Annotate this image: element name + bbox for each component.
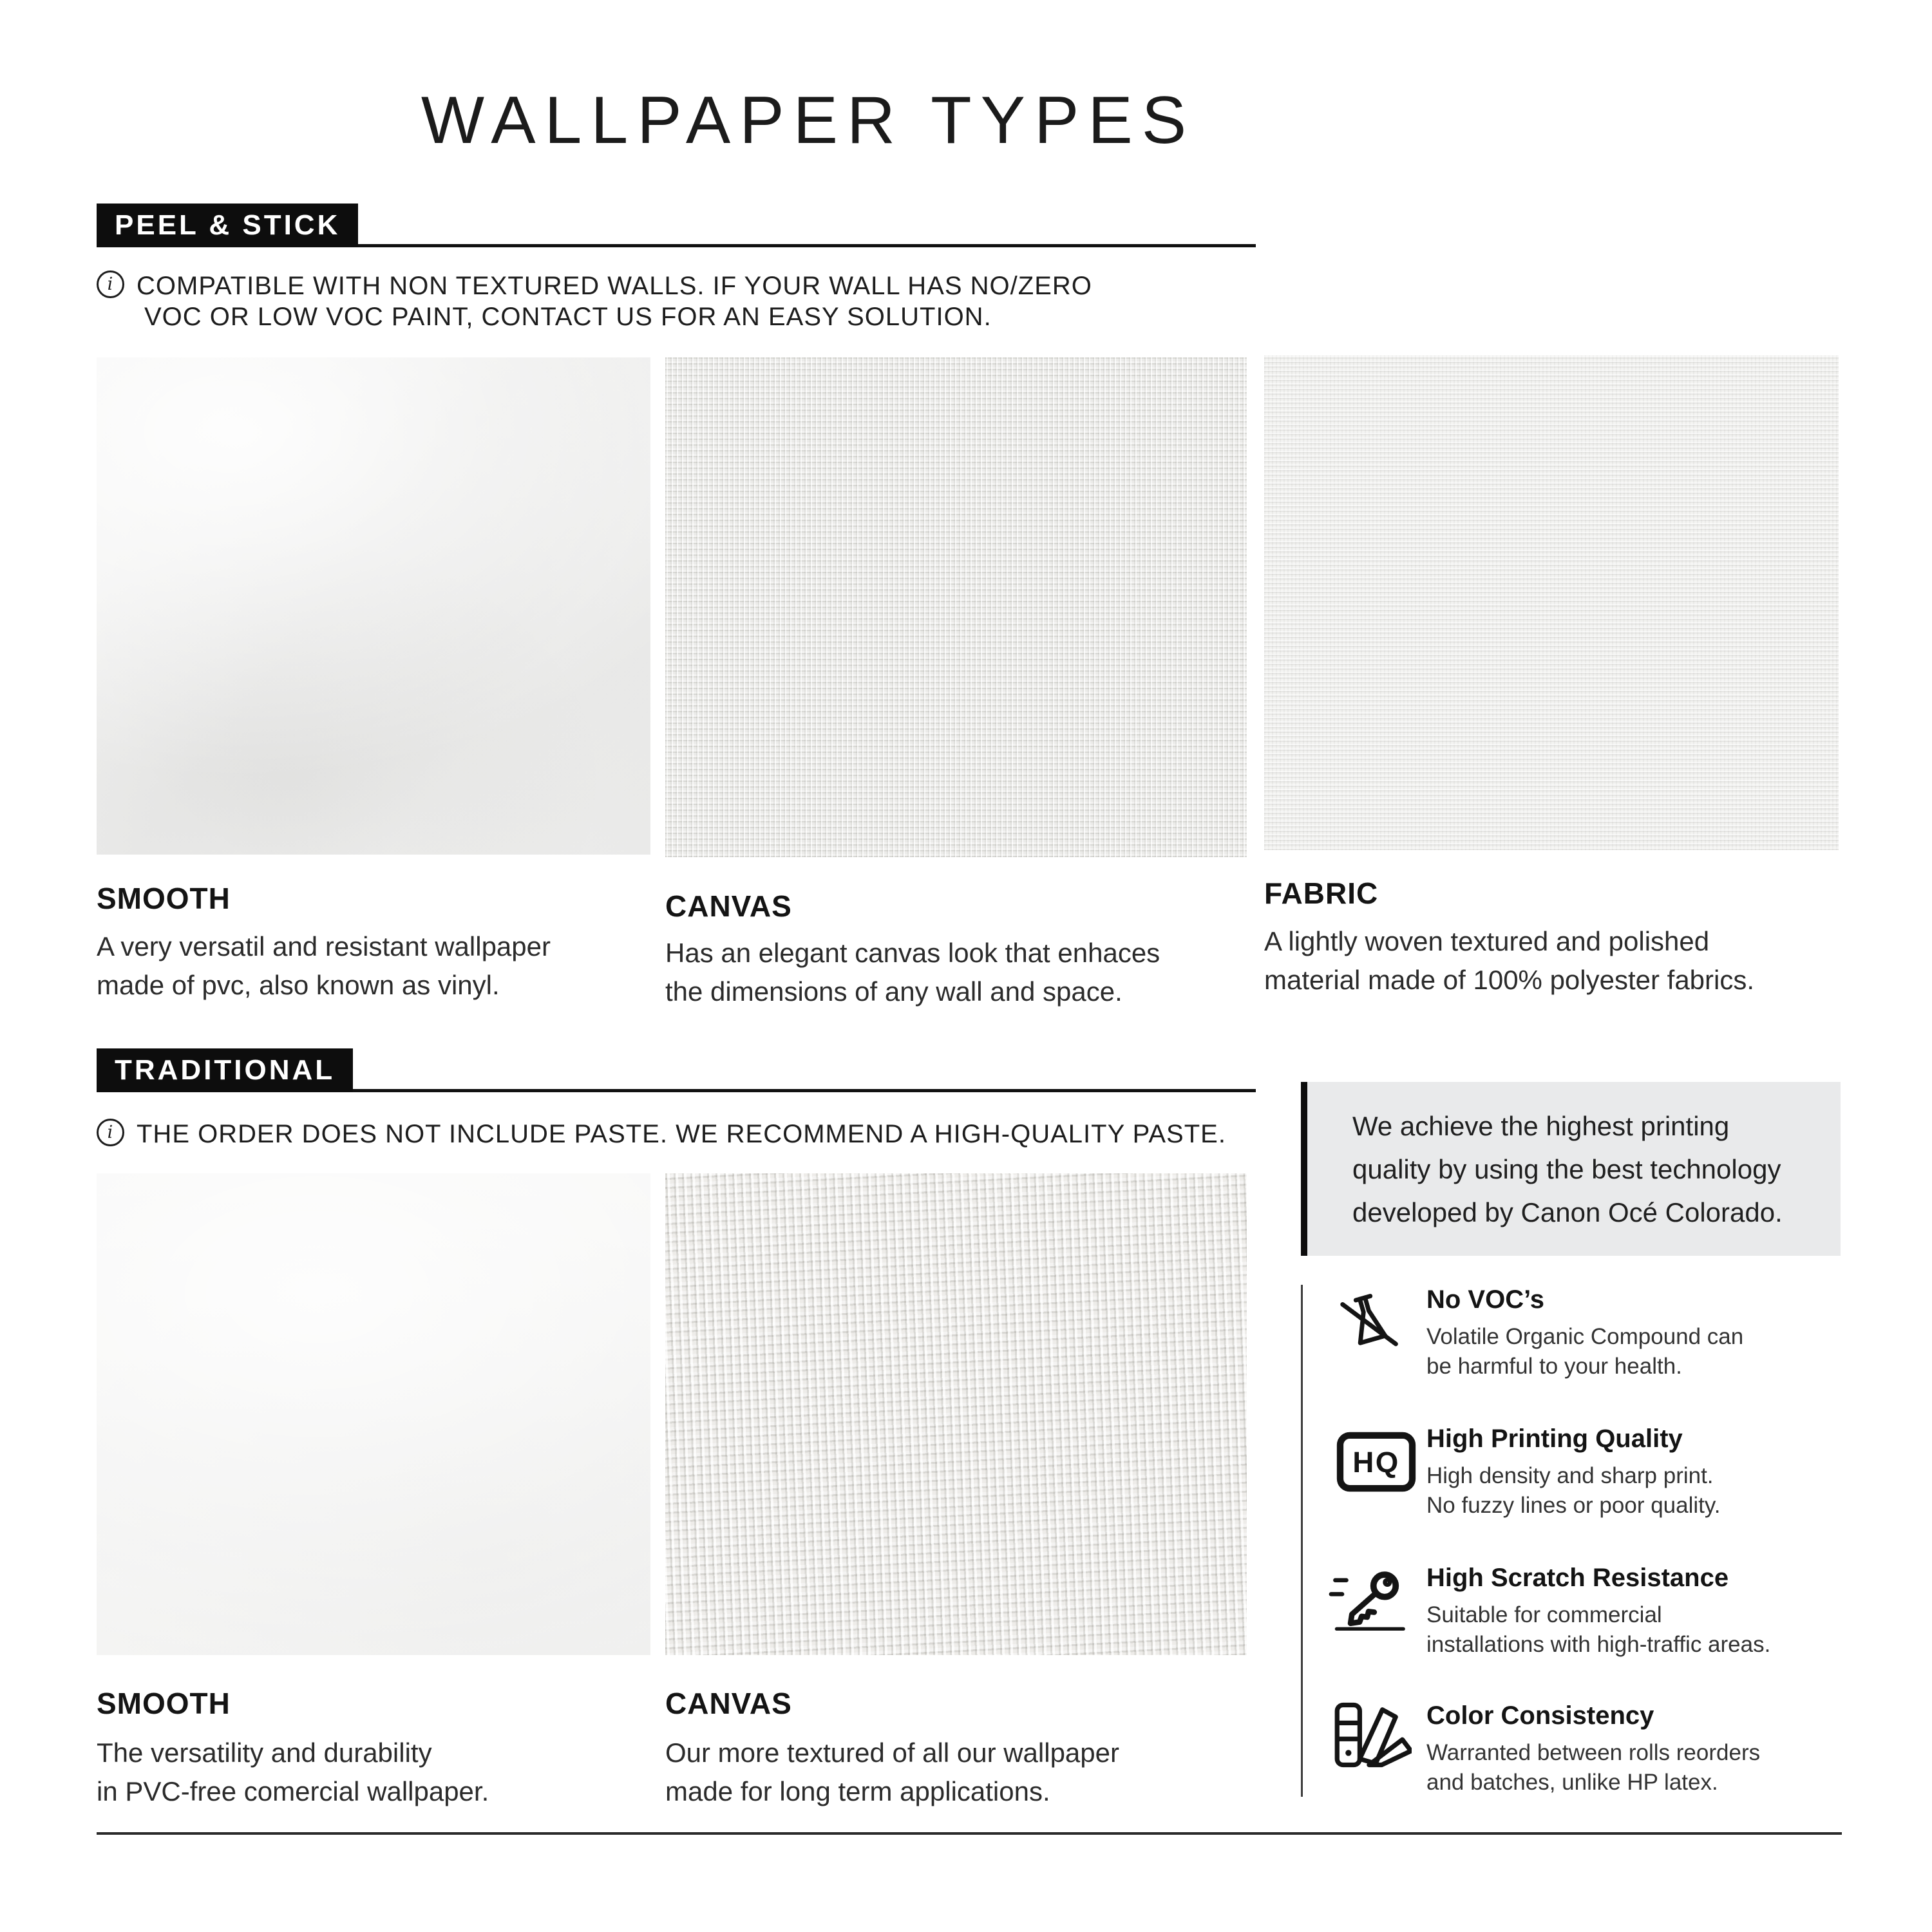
- feature-color-title: Color Consistency: [1426, 1701, 1654, 1730]
- no-voc-flask-icon: [1334, 1288, 1403, 1359]
- peel-stick-fabric-texture-sample: [1264, 355, 1839, 850]
- traditional-badge-label: TRADITIONAL: [115, 1054, 336, 1086]
- scratch-key-icon: [1325, 1565, 1409, 1638]
- page-title: WALLPAPER TYPES: [421, 83, 1196, 158]
- feature-hq-desc-line2: No fuzzy lines or poor quality.: [1426, 1493, 1721, 1518]
- features-divider-line: [1301, 1285, 1303, 1797]
- traditional-smooth-texture-sample: [97, 1173, 650, 1655]
- feature-no-voc-description: [1426, 1322, 1852, 1381]
- peel-stick-fabric-description: [1264, 922, 1754, 999]
- traditional-info-note: [97, 1119, 1226, 1150]
- peel-stick-canvas-label: CANVAS: [665, 889, 792, 923]
- hq-badge-icon: [1336, 1431, 1417, 1496]
- peel-stick-fabric-desc-line2: material made of 100% polyester fabrics.: [1264, 965, 1755, 995]
- traditional-smooth-label: SMOOTH: [97, 1687, 231, 1720]
- feature-no-voc-title: No VOC’s: [1426, 1285, 1544, 1314]
- peel-stick-info-line2: VOC OR LOW VOC PAINT, CONTACT US FOR AN EASY SOLUTION.: [144, 303, 992, 331]
- feature-hq-desc-line1: High density and sharp print.: [1426, 1463, 1714, 1488]
- peel-stick-smooth-label: SMOOTH: [97, 882, 231, 915]
- highlight-line3: developed by Canon Océ Colorado.: [1352, 1197, 1783, 1227]
- feature-color-desc-line1: Warranted between rolls reorders: [1426, 1740, 1761, 1765]
- feature-no-voc-desc-line2: be harmful to your health.: [1426, 1354, 1682, 1379]
- peel-stick-section-badge: [97, 204, 358, 247]
- highlight-line2: quality by using the best technology: [1352, 1153, 1781, 1184]
- peel-stick-badge-label: PEEL & STICK: [115, 209, 341, 241]
- peel-stick-canvas-desc-line2: the dimensions of any wall and space.: [665, 976, 1122, 1007]
- peel-stick-canvas-texture-sample: [665, 357, 1247, 857]
- peel-stick-smooth-texture-sample: [97, 357, 650, 855]
- peel-stick-canvas-description: [665, 934, 1160, 1011]
- traditional-smooth-desc-line2: in PVC-free comercial wallpaper.: [97, 1776, 489, 1806]
- traditional-canvas-texture-sample: [665, 1173, 1247, 1655]
- peel-stick-smooth-desc-line2: made of pvc, also known as vinyl.: [97, 970, 500, 1000]
- peel-stick-info-line1: COMPATIBLE WITH NON TEXTURED WALLS. IF YOUR WALL HAS NO/ZERO: [137, 272, 1092, 300]
- feature-color-description: [1426, 1738, 1852, 1797]
- color-swatch-fan-icon: [1332, 1701, 1412, 1772]
- feature-no-voc: [1426, 1285, 1852, 1381]
- hq-icon-text: HQ: [1352, 1446, 1400, 1479]
- feature-color-desc-line2: and batches, unlike HP latex.: [1426, 1770, 1718, 1795]
- info-circle-icon: i: [97, 1119, 124, 1146]
- feature-hq-title: High Printing Quality: [1426, 1425, 1683, 1453]
- traditional-smooth-desc-line1: The versatility and durability: [97, 1738, 432, 1768]
- traditional-section-badge: [97, 1048, 353, 1092]
- peel-stick-info-note: [97, 270, 1092, 332]
- traditional-info-line1: THE ORDER DOES NOT INCLUDE PASTE. WE RECOMMEND A HIGH-QUALITY PASTE.: [137, 1120, 1226, 1148]
- feature-scratch-title: High Scratch Resistance: [1426, 1564, 1729, 1592]
- printing-quality-highlight-box: [1301, 1082, 1841, 1256]
- feature-scratch-description: [1426, 1600, 1852, 1660]
- peel-stick-canvas-desc-line1: Has an elegant canvas look that enhaces: [665, 938, 1160, 968]
- feature-hq-description: [1426, 1461, 1852, 1520]
- bottom-divider-line: [97, 1832, 1842, 1835]
- peel-stick-fabric-label: FABRIC: [1264, 876, 1379, 910]
- traditional-canvas-desc-line2: made for long term applications.: [665, 1776, 1050, 1806]
- peel-stick-fabric-desc-line1: A lightly woven textured and polished: [1264, 926, 1710, 956]
- traditional-canvas-description: [665, 1734, 1119, 1811]
- feature-scratch-desc-line2: installations with high-traffic areas.: [1426, 1632, 1771, 1657]
- traditional-smooth-description: [97, 1734, 489, 1811]
- feature-scratch-resistance: [1426, 1564, 1852, 1660]
- feature-no-voc-desc-line1: Volatile Organic Compound can: [1426, 1324, 1744, 1349]
- traditional-canvas-desc-line1: Our more textured of all our wallpaper: [665, 1738, 1119, 1768]
- info-circle-icon: i: [97, 270, 124, 298]
- feature-color-consistency: [1426, 1701, 1852, 1797]
- feature-high-printing-quality: [1426, 1425, 1852, 1520]
- feature-scratch-desc-line1: Suitable for commercial: [1426, 1602, 1662, 1627]
- peel-stick-smooth-description: [97, 927, 551, 1005]
- peel-stick-smooth-desc-line1: A very versatil and resistant wallpaper: [97, 931, 551, 961]
- highlight-line1: We achieve the highest printing: [1352, 1110, 1730, 1141]
- traditional-canvas-label: CANVAS: [665, 1687, 792, 1720]
